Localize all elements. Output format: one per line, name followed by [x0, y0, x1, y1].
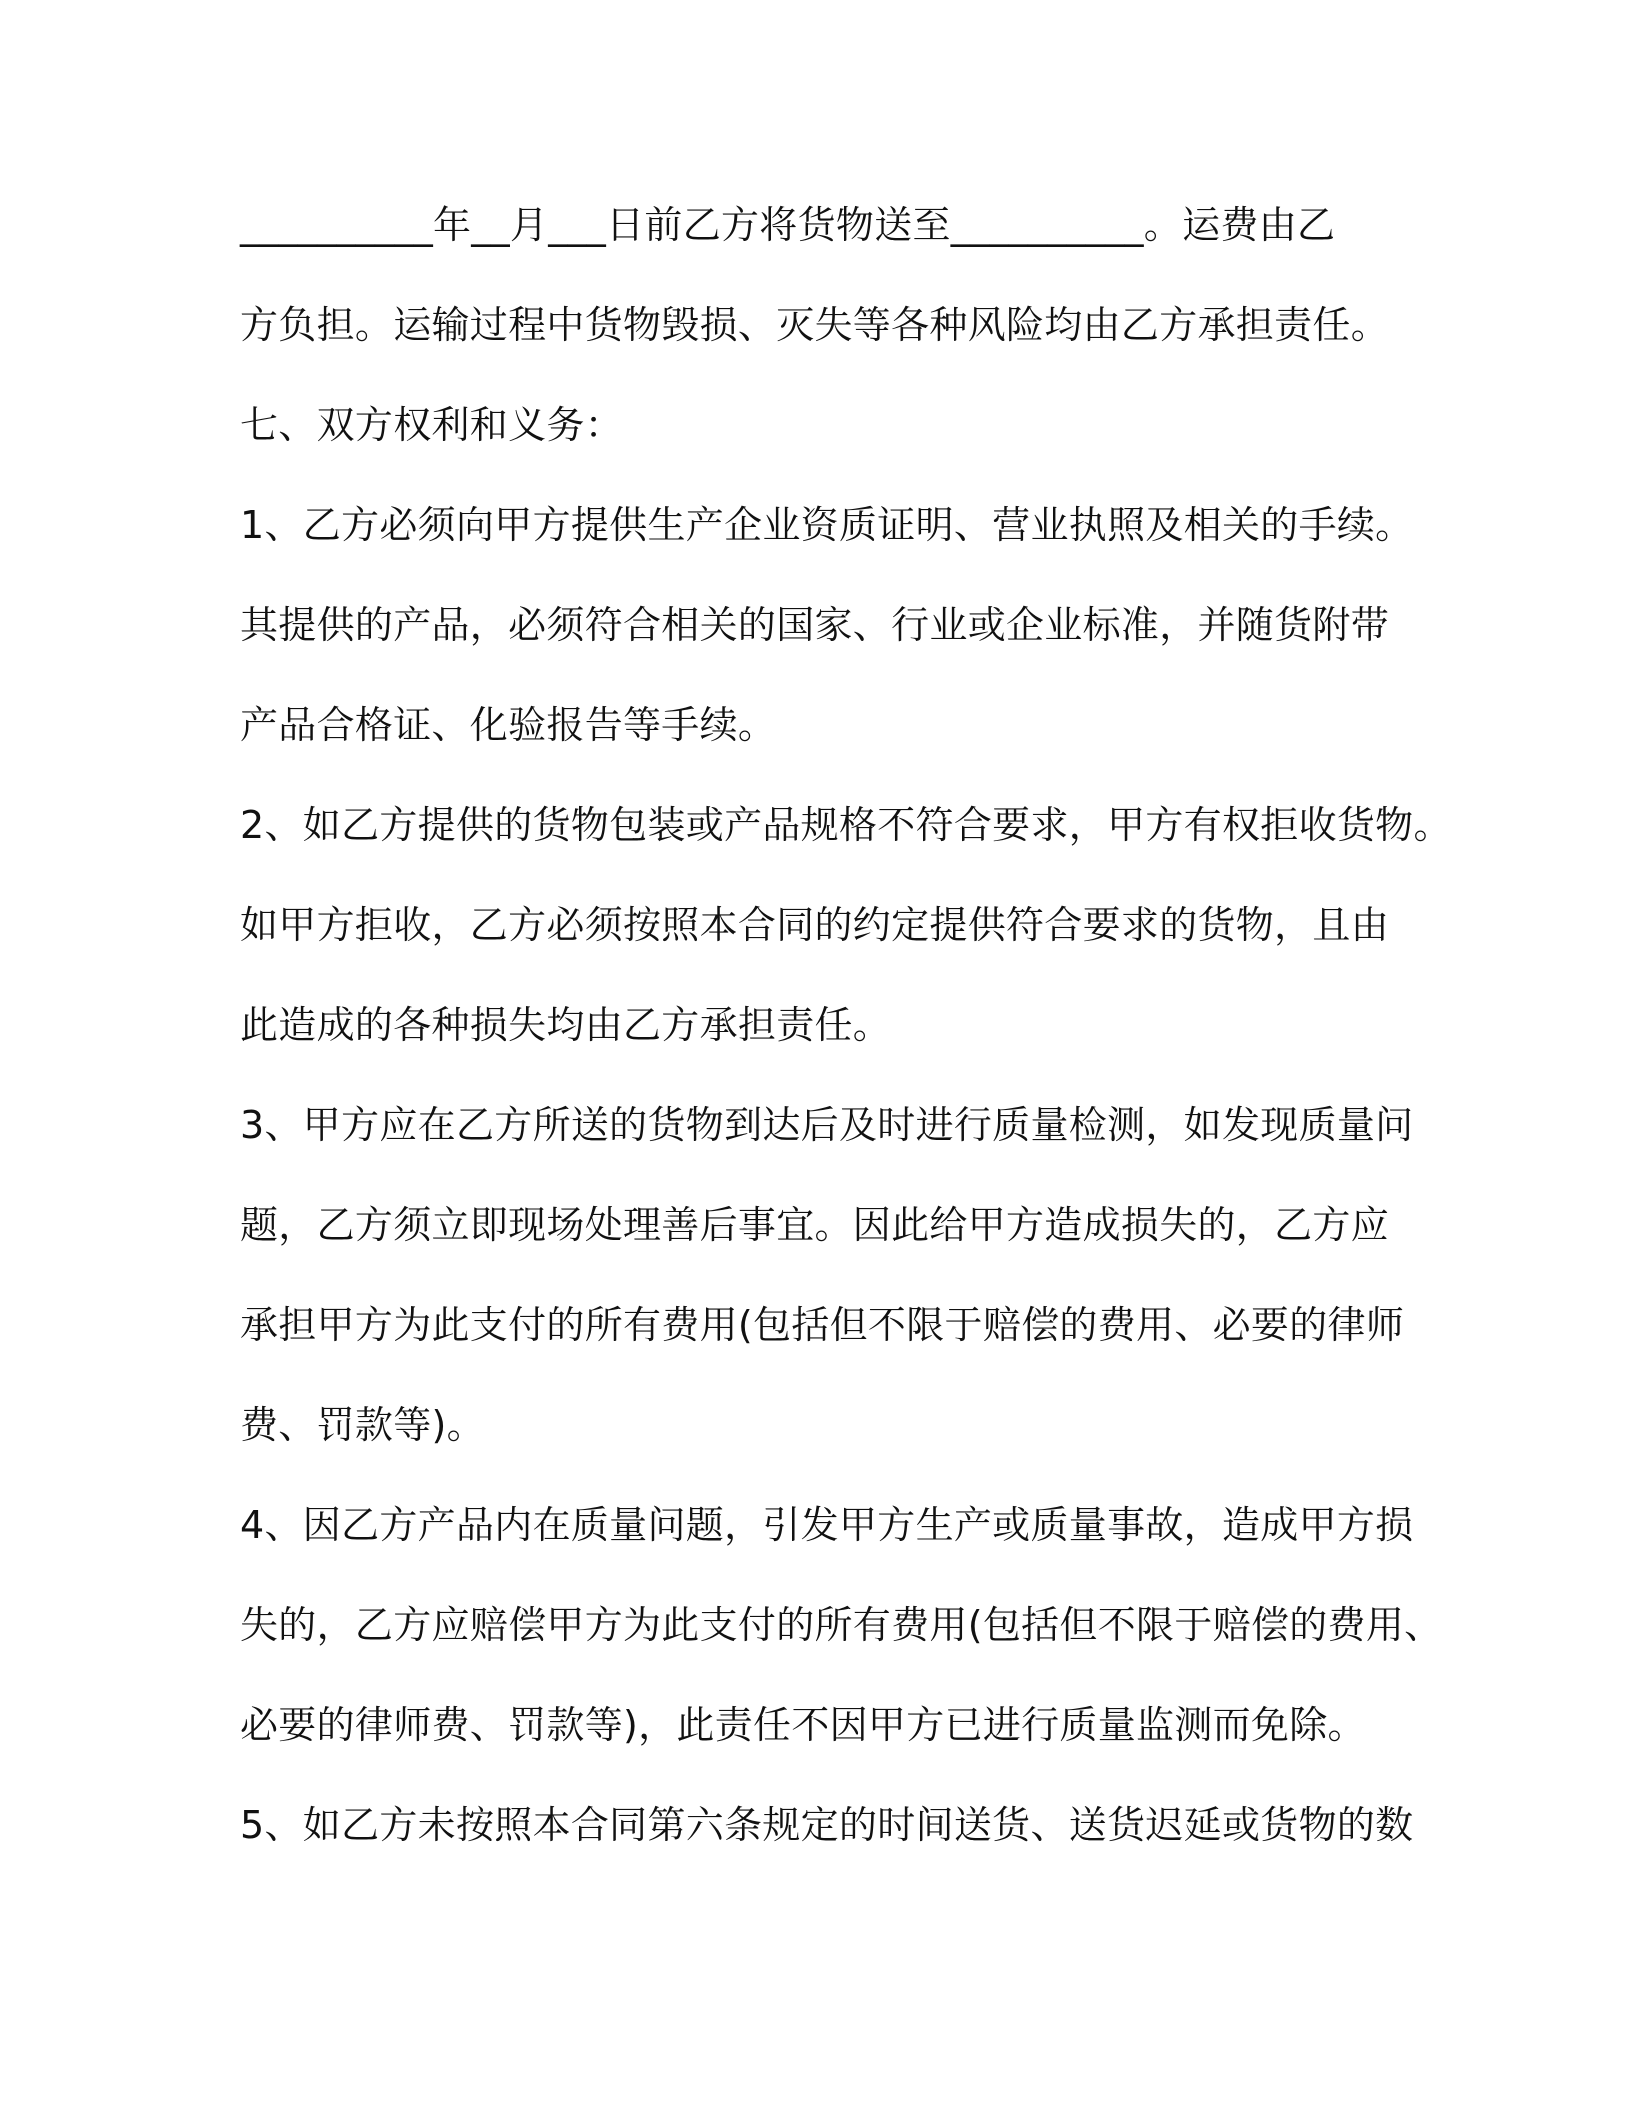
text-line-delivery-date: __________年__月___日前乙方将货物送至__________。运费由乙	[240, 203, 1336, 247]
text-line-clause-2-c: 此造成的各种损失均由乙方承担责任。	[240, 1003, 892, 1047]
contract-text-body	[240, 192, 1452, 1892]
text-line-clause-4-b: 失的，乙方应赔偿甲方为此支付的所有费用(包括但不限于赔偿的费用、	[240, 1603, 1443, 1647]
text-line-transport-risk: 方负担。运输过程中货物毁损、灭失等各种风险均由乙方承担责任。	[240, 303, 1390, 347]
text-line-clause-1-c: 产品合格证、化验报告等手续。	[240, 703, 777, 747]
section-heading-rights-obligations: 七、双方权利和义务：	[240, 403, 624, 447]
text-line-clause-3-b: 题，乙方须立即现场处理善后事宜。因此给甲方造成损失的，乙方应	[240, 1203, 1390, 1247]
text-line-clause-3-a: 3、甲方应在乙方所送的货物到达后及时进行质量检测，如发现质量问	[240, 1103, 1414, 1147]
text-line-clause-2-a: 2、如乙方提供的货物包装或产品规格不符合要求，甲方有权拒收货物。	[240, 803, 1452, 847]
text-line-clause-1-b: 其提供的产品，必须符合相关的国家、行业或企业标准，并随货附带	[240, 603, 1390, 647]
text-line-clause-1-a: 1、乙方必须向甲方提供生产企业资质证明、营业执照及相关的手续。	[240, 503, 1414, 547]
text-line-clause-2-b: 如甲方拒收，乙方必须按照本合同的约定提供符合要求的货物，且由	[240, 903, 1390, 947]
text-line-clause-5-a: 5、如乙方未按照本合同第六条规定的时间送货、送货迟延或货物的数	[240, 1803, 1414, 1847]
text-line-clause-3-d: 费、罚款等)。	[240, 1403, 485, 1447]
text-line-clause-3-c: 承担甲方为此支付的所有费用(包括但不限于赔偿的费用、必要的律师	[240, 1303, 1405, 1347]
text-line-clause-4-c: 必要的律师费、罚款等)，此责任不因甲方已进行质量监测而免除。	[240, 1703, 1366, 1747]
text-line-clause-4-a: 4、因乙方产品内在质量问题，引发甲方生产或质量事故，造成甲方损	[240, 1503, 1414, 1547]
